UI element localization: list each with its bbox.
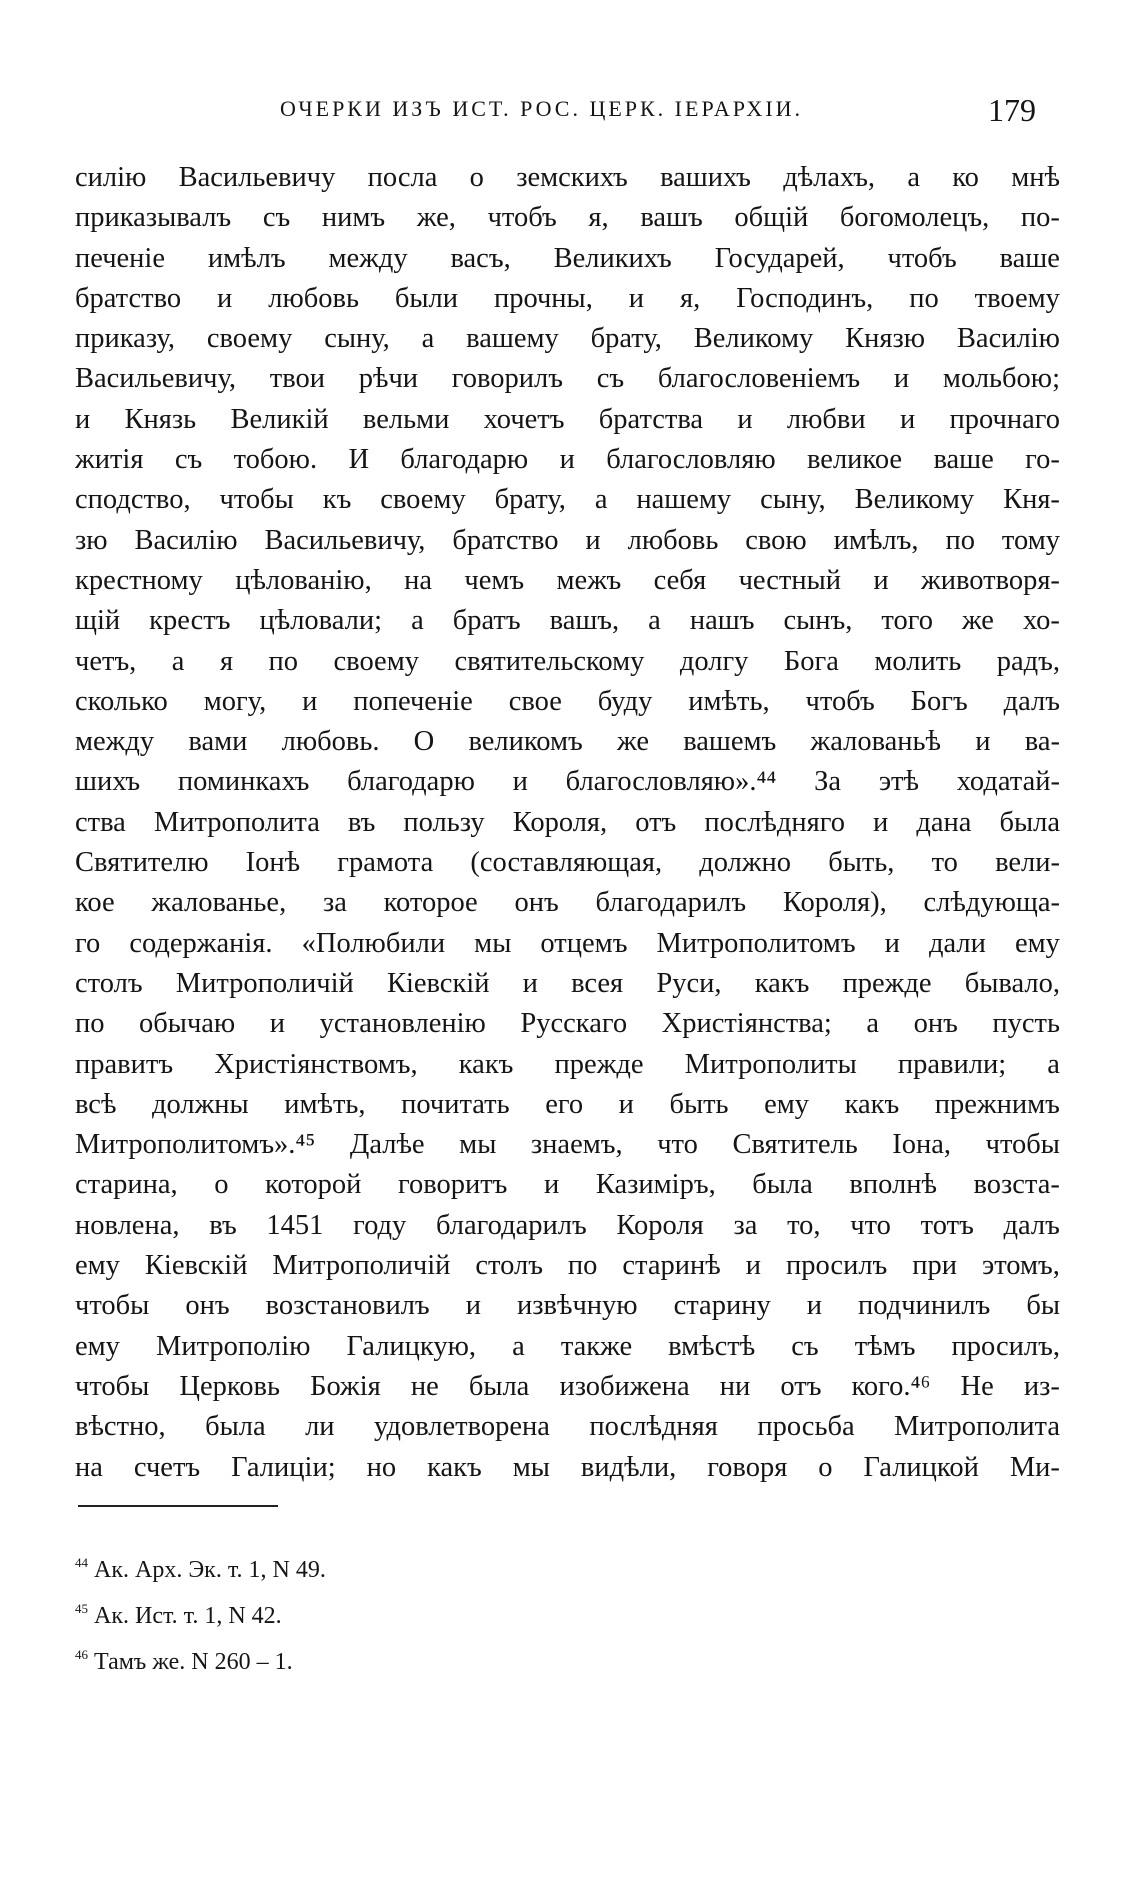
footnote-divider: [78, 1505, 278, 1507]
text-line: новлена, въ 1451 году благодарилъ Короля за то, что тотъ далъ: [75, 1209, 1060, 1241]
text-line: кое жалованье, за которое онъ благодарилъ Короля), слѣдующа-: [75, 887, 1060, 919]
text-line: шихъ поминкахъ благодарю и благословляю».⁴⁴ За этѣ ходатай-: [75, 766, 1060, 798]
footnote-mark: 44: [75, 1555, 88, 1570]
body-text: [75, 158, 1060, 1488]
footnote: [75, 1586, 775, 1632]
footnote: [75, 1632, 775, 1678]
text-line: между вами любовь. О великомъ же вашемъ жалованьѣ и ва-: [75, 726, 1060, 758]
text-line: вѣстно, была ли удовлетворена послѣдняя просьба Митрополита: [75, 1411, 1060, 1443]
footnote-text: Ак. Ист. т. 1, N 42.: [94, 1603, 282, 1629]
text-line: щій крестъ цѣловали; а братъ вашъ, а нашъ сынъ, того же хо-: [75, 605, 1060, 637]
text-line: приказу, своему сыну, а вашему брату, Великому Князю Василію: [75, 323, 1060, 355]
footnote-mark: 45: [75, 1601, 88, 1616]
text-line: Митрополитомъ».⁴⁵ Далѣе мы знаемъ, что Святитель Іона, чтобы: [75, 1129, 1060, 1161]
text-line: чтобы онъ возстановилъ и извѣчную старину и подчинилъ бы: [75, 1290, 1060, 1322]
text-line: на счетъ Галиціи; но какъ мы видѣли, говоря о Галицкой Ми-: [75, 1451, 1060, 1483]
text-line: сподство, чтобы къ своему брату, а нашему сыну, Великому Кня-: [75, 484, 1060, 516]
text-line: по обычаю и установленію Русскаго Христіянства; а онъ пусть: [75, 1008, 1060, 1040]
text-line: Васильевичу, твои рѣчи говорилъ съ благословеніемъ и мольбою;: [75, 363, 1060, 395]
text-line: приказывалъ съ нимъ же, чтобъ я, вашъ общій богомолецъ, по-: [75, 202, 1060, 234]
page-number: 179: [988, 92, 1036, 128]
text-line: го содержанія. «Полюбили мы отцемъ Митрополитомъ и дали ему: [75, 927, 1060, 959]
text-line: ства Митрополита въ пользу Короля, отъ послѣдняго и дана была: [75, 806, 1060, 838]
text-line: и Князь Великій вельми хочетъ братства и любви и прочнаго: [75, 403, 1060, 435]
text-line: крестному цѣлованію, на чемъ межъ себя честный и животворя-: [75, 564, 1060, 596]
text-line: всѣ должны имѣть, почитать его и быть ему какъ прежнимъ: [75, 1088, 1060, 1120]
text-line: силію Васильевичу посла о земскихъ вашихъ дѣлахъ, а ко мнѣ: [75, 162, 1060, 193]
footnote: [75, 1540, 775, 1586]
text-line: четъ, а я по своему святительскому долгу Бога молить радъ,: [75, 645, 1060, 677]
text-line: печеніе имѣлъ между васъ, Великихъ Государей, чтобъ ваше: [75, 242, 1060, 274]
text-line: правитъ Христіянствомъ, какъ прежде Митрополиты правили; а: [75, 1048, 1060, 1080]
text-line: чтобы Церковь Божія не была изобижена ни отъ кого.⁴⁶ Не из-: [75, 1370, 1060, 1402]
text-line: житія съ тобою. И благодарю и благословляю великое ваше го-: [75, 444, 1060, 476]
text-line: зю Василію Васильевичу, братство и любовь свою имѣлъ, по тому: [75, 524, 1060, 556]
text-line: братство и любовь были прочны, и я, Господинъ, по твоему: [75, 282, 1060, 314]
text-line: сколько могу, и попеченіе свое буду имѣть, чтобъ Богъ далъ: [75, 685, 1060, 717]
running-head: ОЧЕРКИ ИЗЪ ИСТ. РОС. ЦЕРК. ІЕРАРХІИ.: [280, 96, 804, 121]
text-line: ему Кіевскій Митрополичій столъ по старинѣ и просилъ при этомъ,: [75, 1250, 1060, 1282]
footnote-mark: 46: [75, 1647, 88, 1662]
text-line: старина, о которой говоритъ и Казиміръ, была вполнѣ возста-: [75, 1169, 1060, 1201]
footnote-text: Ак. Арх. Эк. т. 1, N 49.: [94, 1557, 326, 1583]
text-line: Святителю Іонѣ грамота (составляющая, должно быть, то вели-: [75, 847, 1060, 879]
text-line: ему Митрополію Галицкую, а также вмѣстѣ съ тѣмъ просилъ,: [75, 1330, 1060, 1362]
footnote-text: Тамъ же. N 260 – 1.: [94, 1649, 293, 1675]
text-line: столъ Митрополичій Кіевскій и всея Руси, какъ прежде бывало,: [75, 967, 1060, 999]
footnotes: [75, 1540, 775, 1678]
